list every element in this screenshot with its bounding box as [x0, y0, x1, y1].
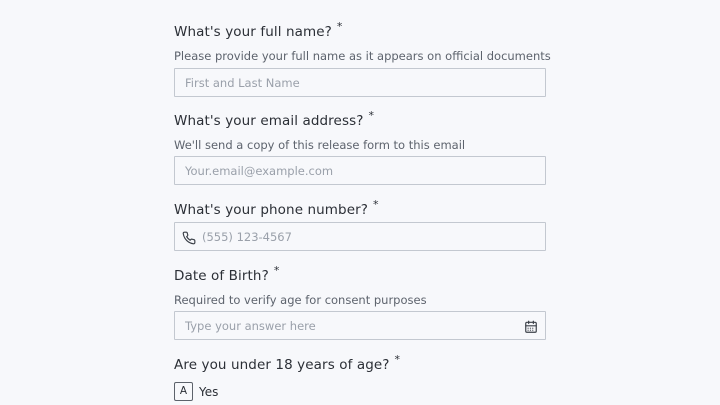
phone-field[interactable] [174, 222, 546, 251]
question-label [174, 20, 546, 40]
full-name-label: What's your full name? [174, 24, 332, 40]
phone-input[interactable] [175, 223, 545, 250]
dob-help-text: Required to verify age for consent purposes [174, 293, 427, 307]
under-18-label: Are you under 18 years of age? [174, 357, 390, 373]
full-name-field[interactable] [174, 68, 546, 97]
question-label [174, 264, 546, 284]
dob-label: Date of Birth? [174, 268, 269, 284]
choice-key-badge: A [174, 382, 193, 401]
question-dob [174, 264, 546, 307]
required-asterisk: * [368, 109, 375, 122]
dob-input[interactable] [175, 312, 545, 339]
question-label [174, 109, 546, 129]
calendar-icon[interactable] [524, 319, 538, 333]
question-label [174, 198, 546, 218]
email-help-text: We'll send a copy of this release form to this email [174, 138, 466, 152]
choice-yes[interactable] [174, 382, 218, 401]
question-full-name [174, 20, 551, 63]
email-input[interactable] [175, 157, 545, 184]
phone-label: What's your phone number? [174, 202, 369, 218]
question-email [174, 109, 546, 152]
required-asterisk: * [394, 353, 401, 366]
full-name-help-text: Please provide your full name as it appears on official documents [174, 49, 551, 63]
choice-label: Yes [199, 384, 219, 399]
email-label: What's your email address? [174, 113, 364, 129]
required-asterisk: * [336, 20, 343, 33]
required-asterisk: * [373, 198, 379, 211]
required-asterisk: * [273, 264, 280, 277]
question-under-18 [174, 353, 546, 373]
full-name-input[interactable] [175, 69, 545, 96]
dob-field[interactable] [174, 311, 546, 340]
question-phone [174, 198, 546, 218]
email-field[interactable] [174, 156, 546, 185]
question-label [174, 353, 546, 373]
